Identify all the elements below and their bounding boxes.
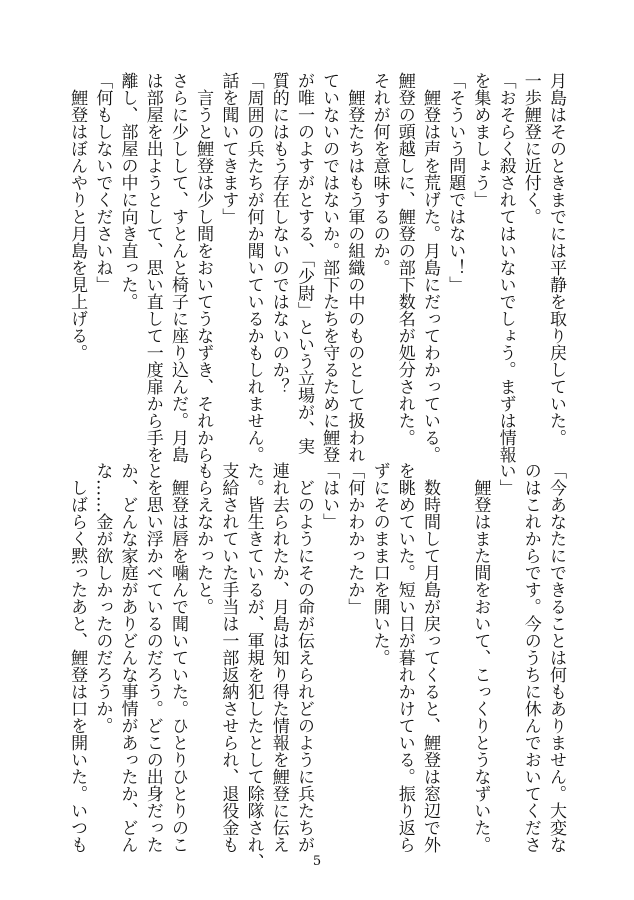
text-line: を集めましょう」 bbox=[470, 72, 491, 208]
text-line: 「そういう問題ではない！」 bbox=[445, 72, 466, 293]
text-line: 「何かわかったか」 bbox=[344, 462, 365, 615]
blank-line bbox=[442, 462, 467, 834]
text-line: ていないのではないか。部下たちを守るために鯉登 bbox=[319, 72, 340, 463]
text-line: 鯉登はぼんやりと月島を見上げる。 bbox=[67, 72, 88, 361]
text-line: た。皆生きているが、軍規を犯したとして除隊され、 bbox=[243, 462, 264, 870]
text-line: 質的にはもう存在しないのではないのか？ bbox=[268, 72, 289, 395]
text-line: 鯉登の頭越しに、鯉登の部下数名が処分された。 bbox=[394, 72, 415, 446]
text-line: 話を聞いてきます」 bbox=[218, 72, 239, 225]
lower-text-block bbox=[67, 462, 568, 870]
text-line: 支給されていた手当は一部返納させられ、退役金も bbox=[218, 462, 239, 853]
text-line: 「はい」 bbox=[319, 462, 340, 530]
text-line: 月島はそのときまでには平静を取り戻していた。 bbox=[546, 72, 566, 446]
text-line: 数時間して月島が戻ってくると、鯉登は窓辺で外 bbox=[419, 462, 440, 853]
text-line: は部屋を出ようとして、思い直して一度扉から手を bbox=[142, 72, 163, 463]
text-line: もらえなかったと。 bbox=[193, 462, 214, 615]
text-line: な……金が欲しかったのだろうか。 bbox=[92, 462, 113, 734]
text-line: 「周囲の兵たちが何か聞いているかもしれません。 bbox=[243, 72, 264, 463]
text-line: 鯉登は声を荒げた。月島にだってわかっている。 bbox=[419, 72, 440, 463]
text-line: か、どんな家庭がありどんな事情があったか、どん bbox=[117, 462, 138, 853]
text-line: 鯉登は唇を噛んで聞いていた。ひとりひとりのこ bbox=[167, 462, 188, 853]
text-line: 「今あなたにできることは何もありません。大変な bbox=[546, 462, 566, 853]
text-line: 離し、部屋の中に向き直った。 bbox=[117, 72, 138, 310]
upper-text-block bbox=[67, 72, 568, 463]
text-line: を眺めていた。短い日が暮れかけている。振り返ら bbox=[394, 462, 415, 853]
text-line: 言うと鯉登は少し間をおいてうなずき、それから bbox=[193, 72, 214, 463]
page-number: 5 bbox=[312, 854, 322, 869]
text-line: 一歩鯉登に近付く。 bbox=[520, 72, 541, 225]
text-line: どのようにその命が伝えられどのように兵たちが bbox=[293, 462, 314, 853]
text-line: い」 bbox=[495, 462, 516, 496]
text-line: ずにそのまま口を開いた。 bbox=[369, 462, 390, 666]
text-line: 連れ去られたか、月島は知り得た情報を鯉登に伝え bbox=[268, 462, 289, 853]
text-line: 「何もしないでくださいね」 bbox=[92, 72, 113, 293]
text-line: 鯉登たちはもう軍の組織の中のものとして扱われ bbox=[344, 72, 365, 463]
text-line: しばらく黙ったあと、鯉登は口を開いた。いつも bbox=[67, 462, 88, 853]
text-line: 「おそらく殺されてはいないでしょう。まずは情報 bbox=[495, 72, 516, 463]
text-line: 鯉登はまた間をおいて、こっくりとうなずいた。 bbox=[470, 462, 491, 853]
text-line: のはこれからです。今のうちに休んでおいてくださ bbox=[520, 462, 541, 853]
text-line: それが何を意味するのか。 bbox=[369, 72, 390, 276]
text-line: が唯一のよすがとする、「少尉」という立場が、実 bbox=[293, 72, 314, 455]
text-line: とを思い浮かべているのだろう。どこの出身だった bbox=[142, 462, 163, 853]
text-line: さらに少しして、すとんと椅子に座り込んだ。月島 bbox=[167, 72, 188, 463]
